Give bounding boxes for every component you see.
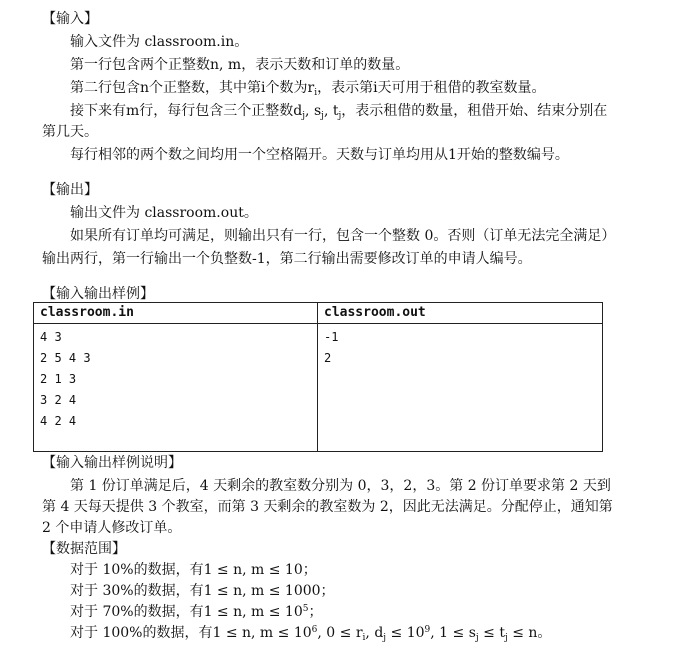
input-order-lines-continuation: 第几天。 bbox=[42, 124, 98, 140]
sample-output-cell bbox=[318, 324, 603, 452]
range-line-10: 对于 10%的数据，有1 ≤ n, m ≤ 10； bbox=[70, 562, 317, 578]
input-heading: 【输入】 bbox=[42, 11, 98, 27]
sample-input-cell bbox=[34, 324, 318, 452]
output-filename-line: 输出文件为 classroom.out。 bbox=[70, 205, 258, 221]
input-filename-line: 输入文件为 classroom.in。 bbox=[70, 34, 249, 50]
sample-input-header: classroom.in bbox=[34, 303, 318, 324]
sample-input-row: 2 1 3 bbox=[40, 372, 77, 386]
input-format-note: 每行相邻的两个数之间均用一个空格隔开。天数与订单均用从1开始的整数编号。 bbox=[70, 147, 569, 163]
sample-output-row: -1 bbox=[324, 330, 339, 344]
sample-heading: 【输入输出样例】 bbox=[42, 286, 154, 302]
input-order-lines-desc: 接下来有m行，每行包含三个正整数$d_j$, $s_j$, $t_j$，表示租借的数量，租借开始、结束分别在 bbox=[70, 103, 608, 121]
sample-input-row: 4 3 bbox=[40, 330, 62, 344]
sample-table bbox=[33, 302, 603, 452]
sample-output-header: classroom.out bbox=[318, 303, 603, 324]
range-line-100: 对于 100%的数据，有1 ≤ n, $m \le 10^6$, $0 \le r_i$, $d_j \le 10^9$, $1 \le s_j \le t_j \le n$。 bbox=[70, 625, 552, 643]
input-first-line-desc: 第一行包含两个正整数n, m，表示天数和订单的数量。 bbox=[70, 57, 410, 73]
sample-input-row: 2 5 4 3 bbox=[40, 351, 91, 365]
sample-output-row: 2 bbox=[324, 351, 332, 365]
sample-input-row: 3 2 4 bbox=[40, 393, 77, 407]
range-line-70: 对于 70%的数据，有1 ≤ n, $m \le 10^5$； bbox=[70, 604, 323, 620]
explain-line2: 第 4 天每天提供 3 个教室，而第 3 天剩余的教室数为 2，因此无法满足。分配停止，通知第 bbox=[42, 499, 613, 515]
sample-input-row: 4 2 4 bbox=[40, 414, 77, 428]
output-heading: 【输出】 bbox=[42, 182, 98, 198]
range-heading: 【数据范围】 bbox=[42, 541, 126, 557]
range-line-30: 对于 30%的数据，有1 ≤ n, m ≤ 1000； bbox=[70, 583, 335, 599]
explain-line1: 第 1 份订单满足后，4 天剩余的教室数分别为 0，3，2，3。第 2 份订单要求第 2 天到 bbox=[70, 478, 611, 494]
input-second-line-desc: 第二行包含n个正整数，其中第i个数为$r_i$，表示第i天可用于租借的教室数量。 bbox=[70, 80, 546, 98]
explain-line3: 2 个申请人修改订单。 bbox=[42, 520, 182, 536]
output-desc-line2: 输出两行，第一行输出一个负整数-1，第二行输出需要修改订单的申请人编号。 bbox=[42, 251, 532, 267]
output-desc-line1: 如果所有订单均可满足，则输出只有一行，包含一个整数 0。否则（订单无法完全满足） bbox=[70, 228, 616, 244]
explain-heading: 【输入输出样例说明】 bbox=[42, 455, 182, 471]
